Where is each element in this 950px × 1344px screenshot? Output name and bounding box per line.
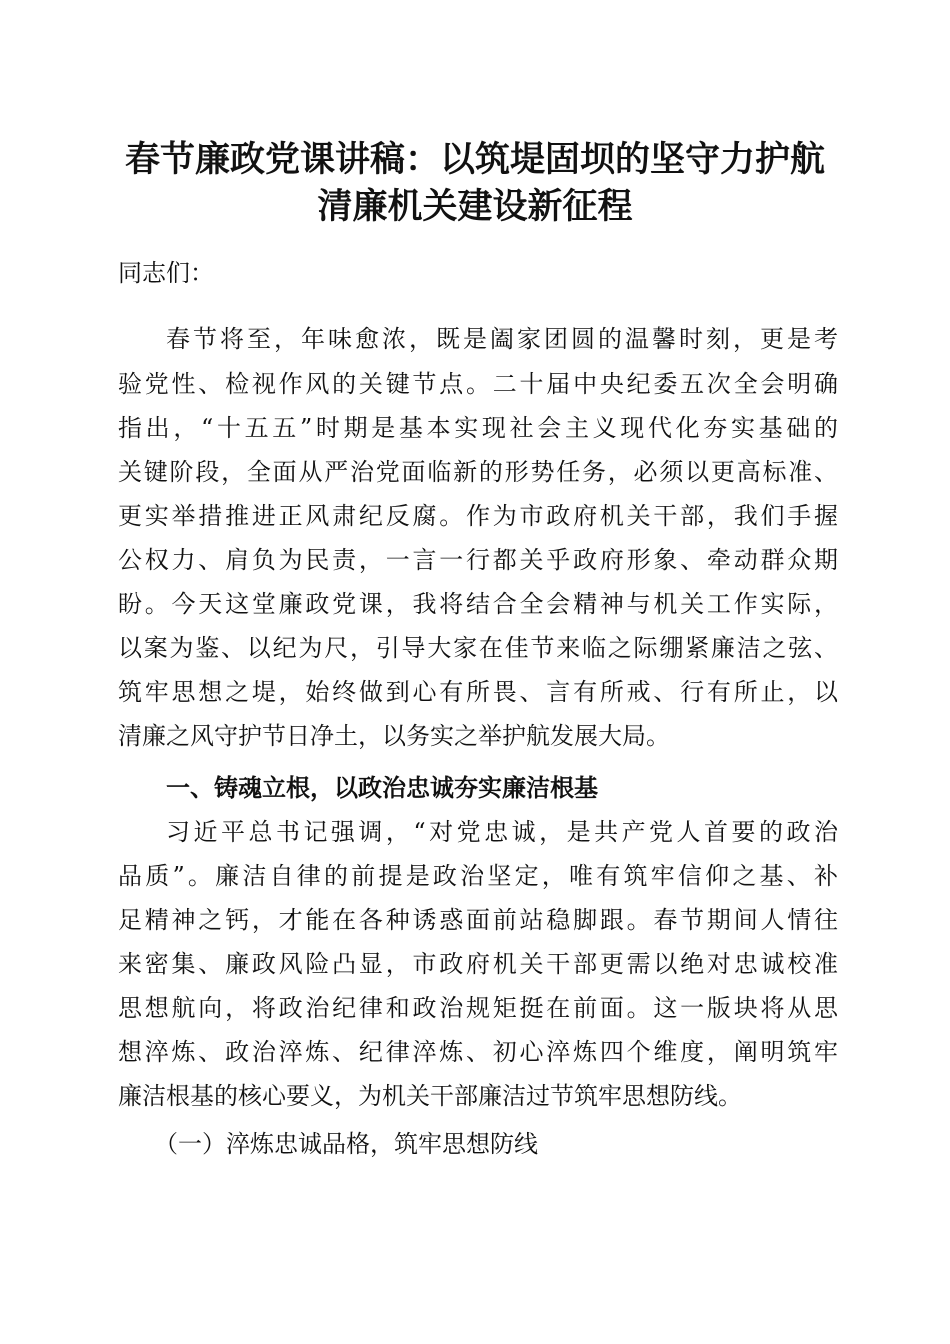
paragraph-2-line: 想淬炼、政治淬炼、纪律淬炼、初心淬炼四个维度，阐明筑牢 bbox=[118, 1038, 838, 1066]
paragraph-1-line: 以案为鉴、以纪为尺，引导大家在佳节来临之际绷紧廉洁之弦、 bbox=[118, 634, 838, 662]
paragraph-2-line: 品质”。廉洁自律的前提是政治坚定，唯有筑牢信仰之基、补 bbox=[118, 862, 838, 890]
salutation: 同志们： bbox=[118, 259, 214, 287]
section-heading-2: （一）淬炼忠诚品格，筑牢思想防线 bbox=[154, 1130, 538, 1158]
paragraph-1-line: 关键阶段，全面从严治党面临新的形势任务，必须以更高标准、 bbox=[118, 458, 838, 486]
paragraph-2-line: 足精神之钙，才能在各种诱惑面前站稳脚跟。春节期间人情往 bbox=[118, 906, 838, 934]
paragraph-1-line: 春节将至，年味愈浓，既是阖家团圆的温馨时刻，更是考 bbox=[166, 325, 838, 353]
paragraph-2-line: 廉洁根基的核心要义，为机关干部廉洁过节筑牢思想防线。 bbox=[118, 1082, 742, 1110]
paragraph-1-line: 验党性、检视作风的关键节点。二十届中央纪委五次全会明确 bbox=[118, 370, 838, 398]
paragraph-2-line: 思想航向，将政治纪律和政治规矩挺在前面。这一版块将从思 bbox=[118, 994, 838, 1022]
paragraph-1-line: 更实举措推进正风肃纪反腐。作为市政府机关干部，我们手握 bbox=[118, 502, 838, 530]
paragraph-2-line: 来密集、廉政风险凸显，市政府机关干部更需以绝对忠诚校准 bbox=[118, 950, 838, 978]
paragraph-1-line: 指出，“十五五”时期是基本实现社会主义现代化夯实基础的 bbox=[118, 414, 838, 442]
document-title-line-2: 清廉机关建设新征程 bbox=[317, 186, 633, 227]
paragraph-1-line: 筑牢思想之堤，始终做到心有所畏、言有所戒、行有所止，以 bbox=[118, 678, 838, 706]
document-title-line-1: 春节廉政党课讲稿：以筑堤固坝的坚守力护航 bbox=[124, 139, 825, 180]
paragraph-1-line: 清廉之风守护节日净土，以务实之举护航发展大局。 bbox=[118, 722, 670, 750]
section-heading-1: 一、铸魂立根，以政治忠诚夯实廉洁根基 bbox=[166, 774, 598, 802]
paragraph-1-line: 盼。今天这堂廉政党课，我将结合全会精神与机关工作实际， bbox=[118, 590, 838, 618]
paragraph-1-line: 公权力、肩负为民责，一言一行都关乎政府形象、牵动群众期 bbox=[118, 546, 838, 574]
paragraph-2-line: 习近平总书记强调，“对党忠诚，是共产党人首要的政治 bbox=[166, 818, 838, 846]
